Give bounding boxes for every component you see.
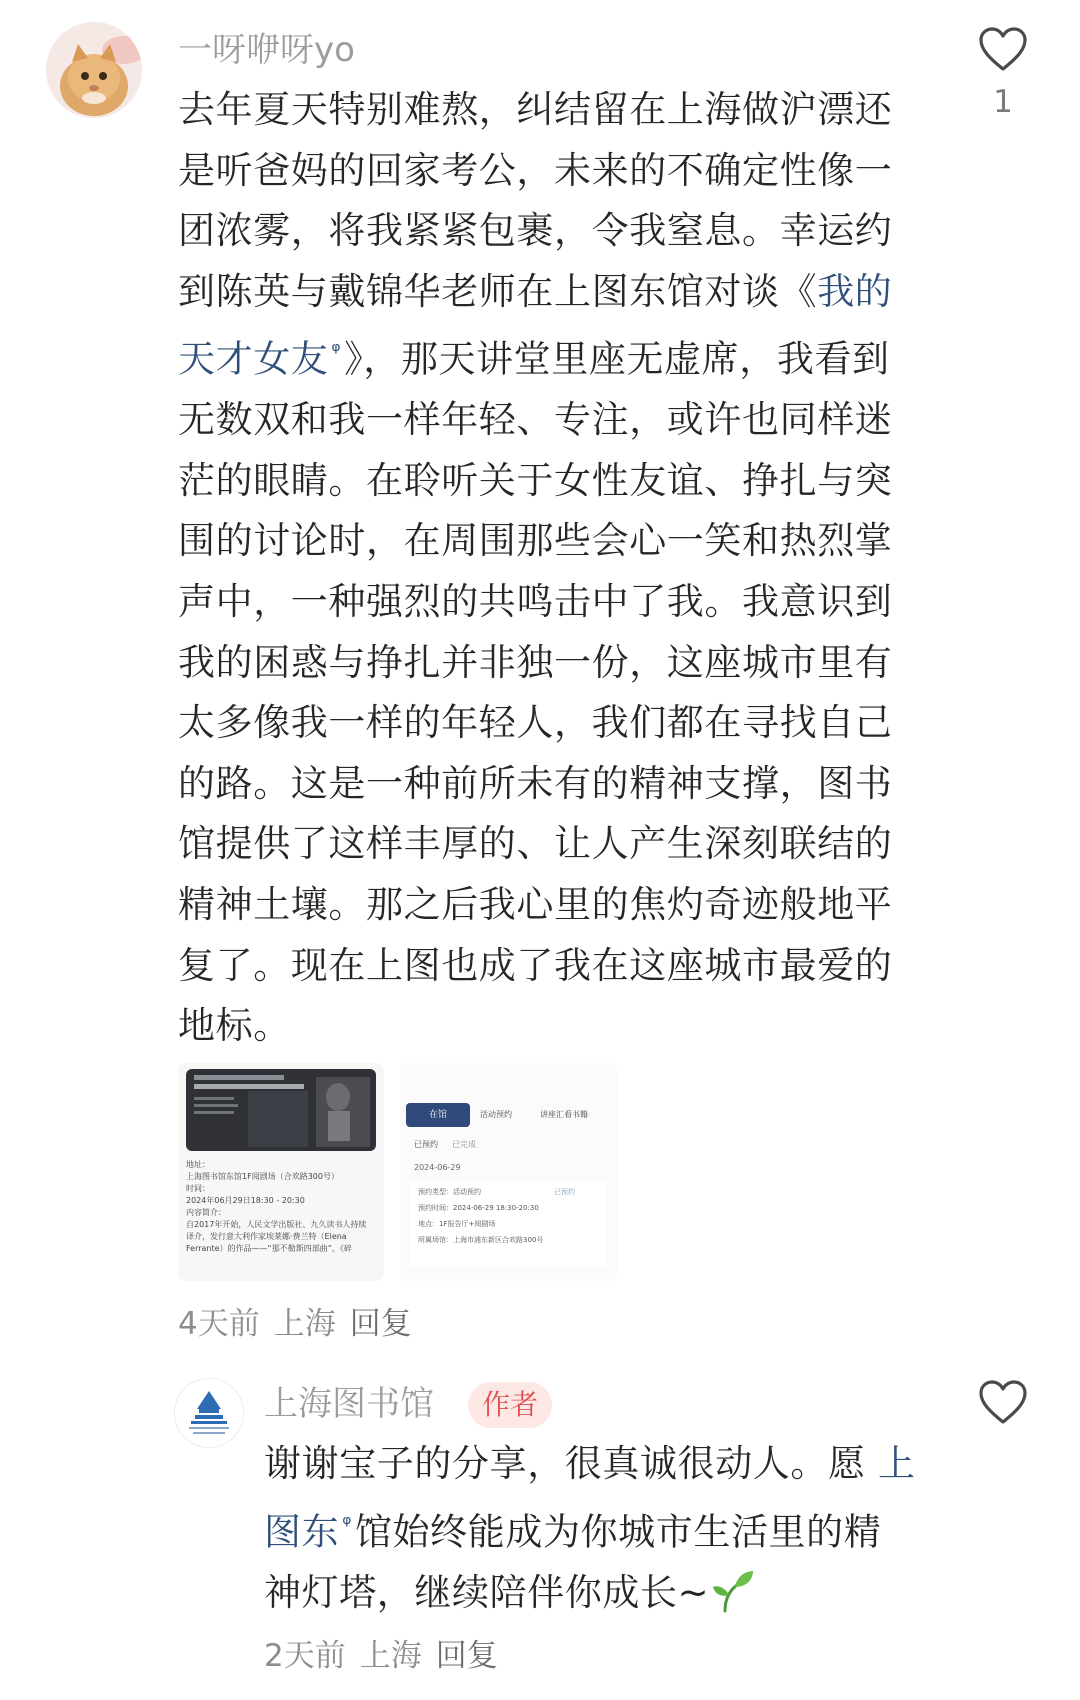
username[interactable]: 一呀咿呀yo bbox=[178, 30, 355, 70]
text-segment: 神灯塔，继续陪伴你成长~ bbox=[264, 1570, 710, 1614]
text-segment: 谢谢宝子的分享，很真诚很动人。愿 bbox=[264, 1442, 866, 1485]
thumbnail-text: 地址： bbox=[186, 1160, 210, 1169]
text-line: 是听爸妈的回家考公，未来的不确定性像一 bbox=[178, 148, 893, 192]
heart-icon[interactable] bbox=[978, 1379, 1028, 1425]
like-button[interactable] bbox=[973, 26, 1033, 120]
tab-active: 在馆 bbox=[406, 1103, 470, 1127]
text-line: 我的困惑与挣扎并非独一份，这座城市里有 bbox=[178, 640, 893, 684]
image-thumbnail[interactable] bbox=[178, 1063, 384, 1281]
search-icon[interactable]: ᵠ bbox=[331, 339, 342, 365]
comment-meta bbox=[178, 1298, 426, 1343]
text-segment: 到陈英与戴锦华老师在上图东馆对谈《 bbox=[178, 269, 818, 313]
username[interactable]: 上海图书馆 bbox=[264, 1384, 434, 1424]
book-link[interactable]: 我的 bbox=[817, 269, 893, 313]
text-line bbox=[264, 1495, 944, 1563]
thumbnail-text: 2024年06月29日18:30 - 20:30 bbox=[186, 1196, 305, 1205]
thumbnail-text: Ferrante）的作品——“那不勒斯四部曲”，《碎 bbox=[186, 1244, 352, 1253]
text-line: 声中，一种强烈的共鸣击中了我。我意识到 bbox=[178, 580, 893, 624]
text-segment: 馆始终能成为你城市生活里的精 bbox=[354, 1509, 882, 1553]
date-label: 2024-06-29 bbox=[414, 1163, 461, 1172]
author-badge: 作者 bbox=[468, 1382, 552, 1428]
text-line: 地标。 bbox=[178, 1004, 291, 1048]
avatar[interactable] bbox=[46, 22, 142, 118]
thumbnail-text: 上海图书馆东馆1F阅剧场（合欢路300号） bbox=[186, 1172, 339, 1181]
row-text: 所属场馆：上海市浦东新区合欢路300号 bbox=[418, 1236, 544, 1244]
thumbnail-text: 内容简介： bbox=[186, 1208, 226, 1217]
location: 上海 bbox=[359, 1638, 422, 1674]
row-text: 预约类型：活动预约 bbox=[418, 1188, 481, 1196]
avatar[interactable] bbox=[174, 1378, 244, 1448]
search-icon[interactable]: ᵠ bbox=[342, 1511, 352, 1537]
text-line: 无数双和我一样年轻、专注，或许也同样迷 bbox=[178, 398, 893, 442]
text-line: 馆提供了这样丰厚的、让人产生深刻联结的 bbox=[178, 822, 893, 866]
comment-text bbox=[264, 1434, 944, 1623]
comment-meta bbox=[264, 1630, 512, 1675]
like-count: 1 bbox=[993, 84, 1013, 120]
thumbnail-text: 译介，发行意大利作家埃莱娜·费兰特（Elena bbox=[186, 1232, 347, 1241]
text-line: 茫的眼睛。在聆听关于女性友谊、挣扎与突 bbox=[178, 458, 893, 502]
status-label: 已预约 bbox=[414, 1140, 438, 1149]
text-line bbox=[178, 322, 938, 390]
row-text: 地点：1F报告厅+阅剧场 bbox=[418, 1220, 496, 1228]
text-line: 的路。这是一种前所未有的精神支撑，图书 bbox=[178, 761, 893, 805]
thumbnail-text: 自2017年开始，人民文学出版社、九久读书人持续 bbox=[186, 1220, 367, 1229]
comment-text bbox=[178, 80, 938, 1057]
text-line bbox=[264, 1563, 944, 1624]
reply-button[interactable]: 回复 bbox=[435, 1638, 498, 1674]
row-text: 预约时间：2024-06-29 18:30-20:30 bbox=[418, 1204, 539, 1212]
thumbnail-text: 时间： bbox=[186, 1184, 210, 1193]
text-line bbox=[178, 262, 938, 323]
text-line: 团浓雾，将我紧紧包裹，令我窒息。幸运约 bbox=[178, 209, 893, 253]
text-line: 围的讨论时，在周围那些会心一笑和热烈掌 bbox=[178, 519, 893, 563]
library-link-continued[interactable]: 图东 bbox=[264, 1509, 340, 1553]
timestamp: 4天前 bbox=[178, 1306, 260, 1342]
text-line: 太多像我一样的年轻人，我们都在寻找自己 bbox=[178, 701, 893, 745]
location: 上海 bbox=[273, 1306, 336, 1342]
tab: 讲座汇看书籍 bbox=[540, 1110, 588, 1119]
tab: 活动预约 bbox=[480, 1110, 512, 1119]
text-segment: 》，那天讲堂里座无虚席，我看到 bbox=[344, 337, 890, 381]
row-status: 已预约 bbox=[554, 1188, 575, 1196]
text-line bbox=[264, 1434, 944, 1495]
text-line: 精神土壤。那之后我心里的焦灼奇迹般地平 bbox=[178, 883, 893, 927]
image-thumbnail[interactable] bbox=[400, 1063, 618, 1281]
status-label: 已完成 bbox=[452, 1140, 476, 1149]
like-button[interactable] bbox=[973, 1379, 1033, 1429]
sprout-emoji-icon bbox=[711, 1567, 755, 1613]
book-link-continued[interactable]: 天才女友 bbox=[178, 337, 329, 381]
text-line: 去年夏天特别难熬，纠结留在上海做沪漂还 bbox=[178, 88, 893, 131]
timestamp: 2天前 bbox=[264, 1638, 346, 1674]
reply-button[interactable]: 回复 bbox=[349, 1306, 412, 1342]
library-link[interactable]: 上 bbox=[877, 1442, 916, 1485]
heart-icon[interactable] bbox=[978, 26, 1028, 72]
text-line: 复了。现在上图也成了我在这座城市最爱的 bbox=[178, 943, 893, 987]
